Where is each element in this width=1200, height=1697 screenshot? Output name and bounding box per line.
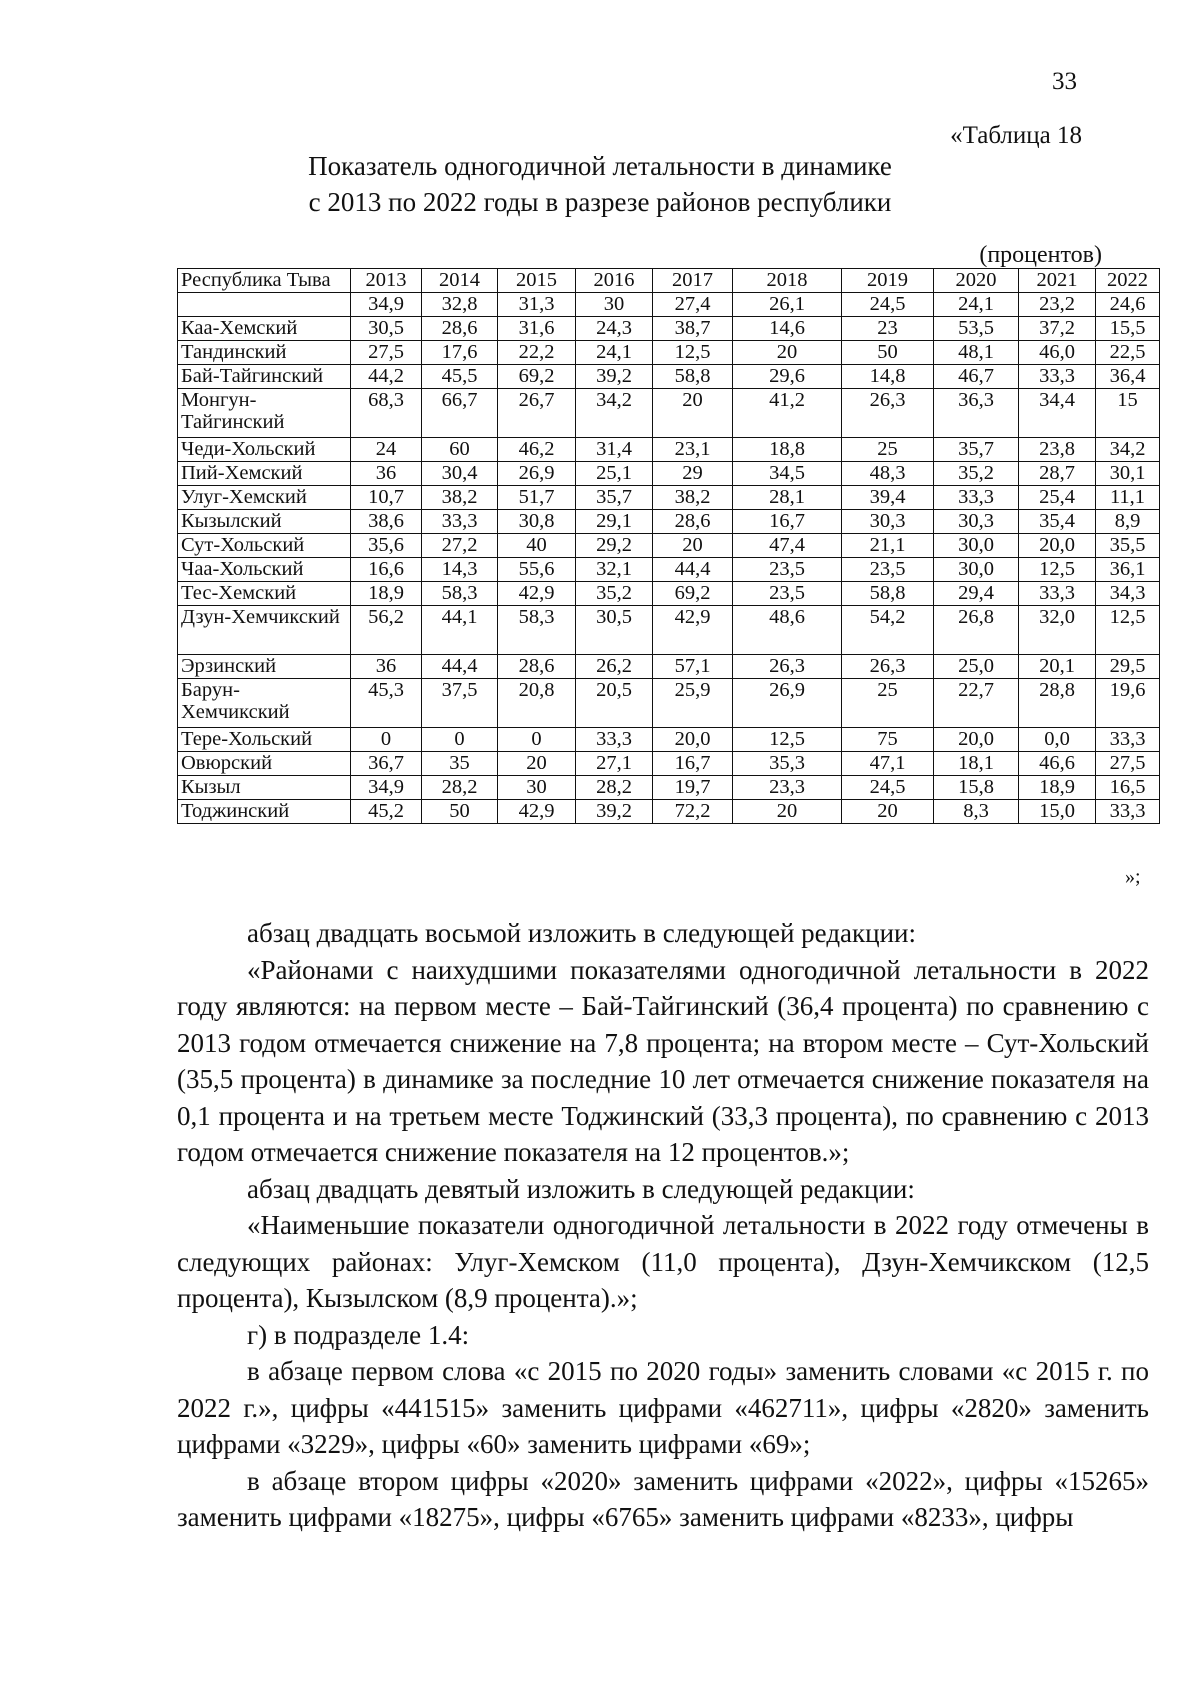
value-cell: 69,2: [498, 365, 576, 389]
value-cell: 23,5: [733, 558, 842, 582]
table-row: [178, 341, 1160, 365]
value-cell: 55,6: [498, 558, 576, 582]
value-cell: 24,6: [1096, 293, 1160, 317]
value-cell: 42,9: [498, 582, 576, 606]
value-cell: 45,2: [351, 800, 422, 824]
value-cell: 47,1: [842, 752, 934, 776]
value-cell: 24: [351, 438, 422, 462]
district-name-cell: Тере-Хольский: [178, 728, 351, 752]
value-cell: 8,9: [1096, 510, 1160, 534]
value-cell: 24,3: [576, 317, 653, 341]
page-number: 33: [1052, 68, 1077, 95]
table-title: [290, 148, 910, 220]
value-cell: 19,7: [653, 776, 733, 800]
district-name-cell: Овюрский: [178, 752, 351, 776]
value-cell: 23,2: [1019, 293, 1096, 317]
value-cell: 18,9: [1019, 776, 1096, 800]
value-cell: 75: [842, 728, 934, 752]
district-name-cell: Чаа-Хольский: [178, 558, 351, 582]
value-cell: 30,1: [1096, 462, 1160, 486]
value-cell: 33,3: [576, 728, 653, 752]
value-cell: 30,5: [576, 606, 653, 655]
value-cell: 10,7: [351, 486, 422, 510]
paragraph: «Наименьшие показатели одногодичной летальности в 2022 году отмечены в следующих районах: Улуг-Хемском (11,0 процента), Дзун-Хемчикском (12,5 процента), Кызылском (8,9 процента).»;: [177, 1210, 1149, 1313]
district-name-cell: Каа-Хемский: [178, 317, 351, 341]
district-name-cell: Чеди-Хольский: [178, 438, 351, 462]
value-cell: 15,5: [1096, 317, 1160, 341]
value-cell: 35,7: [934, 438, 1019, 462]
value-cell: 45,3: [351, 679, 422, 728]
value-cell: 23,3: [733, 776, 842, 800]
value-cell: 44,2: [351, 365, 422, 389]
value-cell: 69,2: [653, 582, 733, 606]
value-cell: 28,2: [422, 776, 498, 800]
value-cell: 35,7: [576, 486, 653, 510]
value-cell: 38,6: [351, 510, 422, 534]
paragraph: г) в подразделе 1.4:: [247, 1319, 470, 1350]
paragraph: в абзаце втором цифры «2020» заменить цифрами «2022», цифры «15265» заменить цифрами «18275», цифры «6765» заменить цифрами «8233», цифры: [177, 1465, 1149, 1532]
value-cell: 20,0: [653, 728, 733, 752]
value-cell: 24,5: [842, 776, 934, 800]
value-cell: 20: [498, 752, 576, 776]
value-cell: 46,2: [498, 438, 576, 462]
district-name-cell: Монгун-Тайгинский: [178, 389, 351, 438]
value-cell: 27,5: [1096, 752, 1160, 776]
table-row: [178, 389, 1160, 438]
value-cell: 60: [422, 438, 498, 462]
value-cell: 33,3: [1096, 728, 1160, 752]
value-cell: 35,2: [934, 462, 1019, 486]
value-cell: 12,5: [1019, 558, 1096, 582]
district-name-cell: Кызылский: [178, 510, 351, 534]
title-line: Показатель одногодичной летальности в динамике: [308, 151, 892, 181]
value-cell: 34,2: [1096, 438, 1160, 462]
value-cell: 33,3: [1096, 800, 1160, 824]
value-cell: 22,5: [1096, 341, 1160, 365]
value-cell: 20: [842, 800, 934, 824]
value-cell: 25,1: [576, 462, 653, 486]
value-cell: 23,8: [1019, 438, 1096, 462]
column-header: 2016: [576, 269, 653, 293]
value-cell: 57,1: [653, 655, 733, 679]
value-cell: 47,4: [733, 534, 842, 558]
value-cell: 48,6: [733, 606, 842, 655]
value-cell: 28,8: [1019, 679, 1096, 728]
value-cell: 30,0: [934, 534, 1019, 558]
district-name-cell: Тоджинский: [178, 800, 351, 824]
value-cell: 12,5: [1096, 606, 1160, 655]
value-cell: 48,3: [842, 462, 934, 486]
district-name-cell: Пий-Хемский: [178, 462, 351, 486]
value-cell: 20,1: [1019, 655, 1096, 679]
value-cell: 31,6: [498, 317, 576, 341]
body-text: [177, 915, 1149, 1536]
value-cell: 12,5: [733, 728, 842, 752]
value-cell: 34,9: [351, 293, 422, 317]
value-cell: 0: [351, 728, 422, 752]
value-cell: 37,5: [422, 679, 498, 728]
value-cell: 20: [653, 534, 733, 558]
value-cell: 16,7: [733, 510, 842, 534]
value-cell: 34,5: [733, 462, 842, 486]
value-cell: 30,4: [422, 462, 498, 486]
value-cell: 32,8: [422, 293, 498, 317]
value-cell: 36,4: [1096, 365, 1160, 389]
title-line: с 2013 по 2022 годы в разрезе районов республики: [308, 187, 892, 217]
value-cell: 34,4: [1019, 389, 1096, 438]
value-cell: 30,3: [934, 510, 1019, 534]
value-cell: 35: [422, 752, 498, 776]
value-cell: 36,7: [351, 752, 422, 776]
value-cell: 38,2: [653, 486, 733, 510]
value-cell: 58,3: [498, 606, 576, 655]
value-cell: 20: [653, 389, 733, 438]
value-cell: 66,7: [422, 389, 498, 438]
column-header: 2021: [1019, 269, 1096, 293]
value-cell: 46,7: [934, 365, 1019, 389]
district-name-cell: Барун-Хемчикский: [178, 679, 351, 728]
value-cell: 36: [351, 655, 422, 679]
value-cell: 29,2: [576, 534, 653, 558]
value-cell: 17,6: [422, 341, 498, 365]
value-cell: 36,3: [934, 389, 1019, 438]
value-cell: 35,5: [1096, 534, 1160, 558]
value-cell: 39,2: [576, 365, 653, 389]
table-row: [178, 655, 1160, 679]
value-cell: 44,1: [422, 606, 498, 655]
value-cell: 22,7: [934, 679, 1019, 728]
table-row: [178, 534, 1160, 558]
column-header: 2015: [498, 269, 576, 293]
value-cell: 44,4: [422, 655, 498, 679]
value-cell: 26,3: [842, 655, 934, 679]
value-cell: 8,3: [934, 800, 1019, 824]
value-cell: 25,4: [1019, 486, 1096, 510]
column-header: Республика Тыва: [178, 269, 351, 293]
district-name-cell: Тес-Хемский: [178, 582, 351, 606]
value-cell: 11,1: [1096, 486, 1160, 510]
value-cell: 18,9: [351, 582, 422, 606]
value-cell: 30: [576, 293, 653, 317]
value-cell: 26,1: [733, 293, 842, 317]
table-row: [178, 438, 1160, 462]
value-cell: 36: [351, 462, 422, 486]
table-row: [178, 752, 1160, 776]
value-cell: 40: [498, 534, 576, 558]
value-cell: 35,4: [1019, 510, 1096, 534]
district-name-cell: Эрзинский: [178, 655, 351, 679]
table-row: [178, 462, 1160, 486]
value-cell: 28,1: [733, 486, 842, 510]
value-cell: 30,8: [498, 510, 576, 534]
column-header: 2019: [842, 269, 934, 293]
value-cell: 29,1: [576, 510, 653, 534]
value-cell: 16,5: [1096, 776, 1160, 800]
table-row: [178, 558, 1160, 582]
value-cell: 26,3: [842, 389, 934, 438]
value-cell: 51,7: [498, 486, 576, 510]
value-cell: 38,7: [653, 317, 733, 341]
table-row: [178, 486, 1160, 510]
value-cell: 20,8: [498, 679, 576, 728]
value-cell: 34,9: [351, 776, 422, 800]
table-header-row: [178, 269, 1160, 293]
value-cell: 24,1: [934, 293, 1019, 317]
table-label: «Таблица 18: [950, 122, 1082, 149]
value-cell: 28,6: [653, 510, 733, 534]
value-cell: 29,5: [1096, 655, 1160, 679]
table-row: [178, 728, 1160, 752]
value-cell: 25,0: [934, 655, 1019, 679]
value-cell: 23,1: [653, 438, 733, 462]
value-cell: 24,1: [576, 341, 653, 365]
value-cell: 36,1: [1096, 558, 1160, 582]
value-cell: 26,7: [498, 389, 576, 438]
column-header: 2017: [653, 269, 733, 293]
value-cell: 15,8: [934, 776, 1019, 800]
value-cell: 54,2: [842, 606, 934, 655]
table-row: [178, 365, 1160, 389]
value-cell: 42,9: [498, 800, 576, 824]
value-cell: 27,4: [653, 293, 733, 317]
paragraph: абзац двадцать восьмой изложить в следующей редакции:: [247, 918, 917, 948]
value-cell: 68,3: [351, 389, 422, 438]
value-cell: 50: [842, 341, 934, 365]
value-cell: 39,4: [842, 486, 934, 510]
table-row: [178, 582, 1160, 606]
value-cell: 34,2: [576, 389, 653, 438]
value-cell: 28,2: [576, 776, 653, 800]
value-cell: 26,9: [733, 679, 842, 728]
value-cell: 33,3: [422, 510, 498, 534]
value-cell: 53,5: [934, 317, 1019, 341]
value-cell: 12,5: [653, 341, 733, 365]
value-cell: 15: [1096, 389, 1160, 438]
value-cell: 27,1: [576, 752, 653, 776]
value-cell: 33,3: [1019, 582, 1096, 606]
value-cell: 22,2: [498, 341, 576, 365]
value-cell: 46,6: [1019, 752, 1096, 776]
value-cell: 28,6: [498, 655, 576, 679]
units-label: (процентов): [979, 242, 1102, 268]
value-cell: 72,2: [653, 800, 733, 824]
column-header: 2022: [1096, 269, 1160, 293]
district-name-cell: Тандинский: [178, 341, 351, 365]
value-cell: 20,5: [576, 679, 653, 728]
value-cell: 20,0: [934, 728, 1019, 752]
district-name-cell: Дзун-Хемчикский: [178, 606, 351, 655]
value-cell: 42,9: [653, 606, 733, 655]
table-row: [178, 776, 1160, 800]
lethality-table: [177, 268, 1160, 824]
value-cell: 35,3: [733, 752, 842, 776]
value-cell: 26,3: [733, 655, 842, 679]
value-cell: 25,9: [653, 679, 733, 728]
value-cell: 39,2: [576, 800, 653, 824]
value-cell: 23,5: [733, 582, 842, 606]
value-cell: 56,2: [351, 606, 422, 655]
value-cell: 26,9: [498, 462, 576, 486]
value-cell: 30,5: [351, 317, 422, 341]
value-cell: 20: [733, 800, 842, 824]
value-cell: 20,0: [1019, 534, 1096, 558]
paragraph: абзац двадцать девятый изложить в следующей редакции:: [247, 1173, 915, 1204]
district-name-cell: Сут-Хольский: [178, 534, 351, 558]
value-cell: 16,7: [653, 752, 733, 776]
value-cell: 21,1: [842, 534, 934, 558]
value-cell: 46,0: [1019, 341, 1096, 365]
value-cell: 26,2: [576, 655, 653, 679]
value-cell: 31,4: [576, 438, 653, 462]
table-row: [178, 317, 1160, 341]
district-name-cell: Бай-Тайгинский: [178, 365, 351, 389]
value-cell: 28,7: [1019, 462, 1096, 486]
value-cell: 18,1: [934, 752, 1019, 776]
value-cell: 24,5: [842, 293, 934, 317]
district-name-cell: Кызыл: [178, 776, 351, 800]
value-cell: 30: [498, 776, 576, 800]
column-header: 2014: [422, 269, 498, 293]
value-cell: 29,4: [934, 582, 1019, 606]
value-cell: 41,2: [733, 389, 842, 438]
value-cell: 58,3: [422, 582, 498, 606]
value-cell: 0: [422, 728, 498, 752]
table-row: [178, 679, 1160, 728]
value-cell: 19,6: [1096, 679, 1160, 728]
value-cell: 15,0: [1019, 800, 1096, 824]
value-cell: 58,8: [653, 365, 733, 389]
district-name-cell: [178, 293, 351, 317]
value-cell: 27,5: [351, 341, 422, 365]
value-cell: 33,3: [1019, 365, 1096, 389]
value-cell: 14,8: [842, 365, 934, 389]
value-cell: 37,2: [1019, 317, 1096, 341]
value-cell: 16,6: [351, 558, 422, 582]
value-cell: 0,0: [1019, 728, 1096, 752]
value-cell: 26,8: [934, 606, 1019, 655]
value-cell: 14,3: [422, 558, 498, 582]
value-cell: 35,6: [351, 534, 422, 558]
table-row: [178, 800, 1160, 824]
value-cell: 25: [842, 679, 934, 728]
district-name-cell: Улуг-Хемский: [178, 486, 351, 510]
value-cell: 23,5: [842, 558, 934, 582]
value-cell: 44,4: [653, 558, 733, 582]
paragraph: «Районами с наихудшими показателями одногодичной летальности в 2022 году являются: на первом месте – Бай-Тайгинский (36,4 процента) по сравнению с 2013 годом отмечается снижение на 7,8 процента; на втором месте – Сут-Хольский (35,5 процента) в динамике за последние 10 лет отмечается снижение показателя на 0,1 процента и на третьем месте Тоджинский (33,3 процента), по сравнению с 2013 годом отмечается снижение показателя на 12 процентов.»;: [177, 954, 1149, 1167]
value-cell: 29: [653, 462, 733, 486]
value-cell: 27,2: [422, 534, 498, 558]
value-cell: 28,6: [422, 317, 498, 341]
value-cell: 23: [842, 317, 934, 341]
value-cell: 32,0: [1019, 606, 1096, 655]
table-row: [178, 293, 1160, 317]
value-cell: 45,5: [422, 365, 498, 389]
table-end-mark: »;: [1125, 866, 1141, 888]
value-cell: 32,1: [576, 558, 653, 582]
value-cell: 29,6: [733, 365, 842, 389]
column-header: 2020: [934, 269, 1019, 293]
value-cell: 58,8: [842, 582, 934, 606]
table-row: [178, 510, 1160, 534]
value-cell: 30,3: [842, 510, 934, 534]
value-cell: 35,2: [576, 582, 653, 606]
value-cell: 25: [842, 438, 934, 462]
value-cell: 0: [498, 728, 576, 752]
column-header: 2013: [351, 269, 422, 293]
value-cell: 34,3: [1096, 582, 1160, 606]
value-cell: 38,2: [422, 486, 498, 510]
value-cell: 48,1: [934, 341, 1019, 365]
value-cell: 30,0: [934, 558, 1019, 582]
value-cell: 33,3: [934, 486, 1019, 510]
column-header: 2018: [733, 269, 842, 293]
paragraph: в абзаце первом слова «с 2015 по 2020 годы» заменить словами «с 2015 г. по 2022 г.», цифры «441515» заменить цифрами «462711», цифры «2820» заменить цифрами «3229», цифры «60» заменить цифрами «69»;: [177, 1356, 1149, 1459]
value-cell: 31,3: [498, 293, 576, 317]
value-cell: 14,6: [733, 317, 842, 341]
table-row: [178, 606, 1160, 655]
value-cell: 18,8: [733, 438, 842, 462]
value-cell: 20: [733, 341, 842, 365]
value-cell: 50: [422, 800, 498, 824]
